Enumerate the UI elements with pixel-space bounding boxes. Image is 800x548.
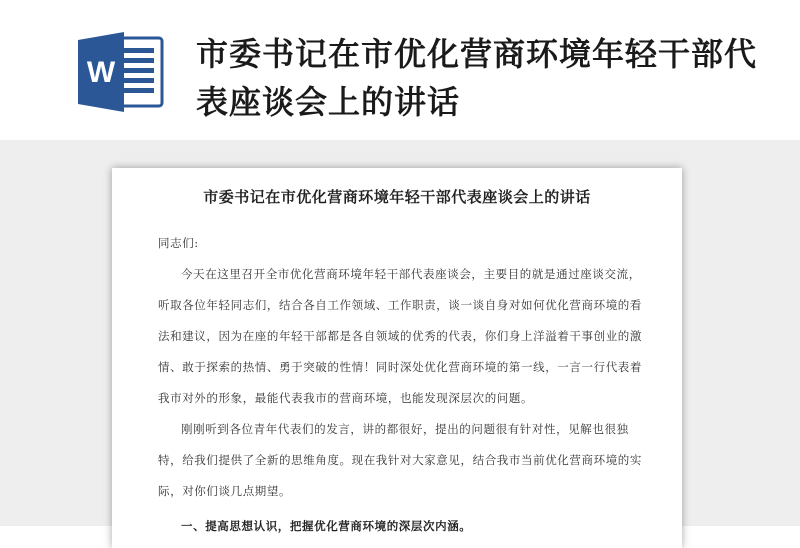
banner — [0, 0, 800, 140]
banner-title: 市委书记在市优化营商环境年轻干部代表座谈会上的讲话 — [196, 35, 758, 121]
document-page — [112, 168, 682, 548]
paragraph-2: 刚刚听到各位青年代表们的发言，讲的都很好，提出的问题很有针对性，见解也很独特，给我们提供了全新的思维角度。现在我针对大家意见，结合我市当前优化营商环境的实际，对你们谈几点期望。 — [158, 422, 642, 498]
word-icon-letter: W — [86, 56, 116, 89]
word-document-icon — [78, 32, 164, 112]
salutation: 同志们: — [158, 236, 199, 250]
section-heading-1: 一、提高思想认识，把握优化营商环境的深层次内涵。 — [181, 519, 472, 533]
paragraph-1: 今天在这里召开全市优化营商环境年轻干部代表座谈会，主要目的就是通过座谈交流，听取各位年轻同志们，结合各自工作领域、工作职责，谈一谈自身对如何优化营商环境的看法和建议，因为在座的年轻干部都是各自领域的优秀的代表，你们身上洋溢着干事创业的激情、敢于探索的热情、勇于突破的性情！同时深处优化营商环境的第一线，一言一行代表着我市对外的形象，最能代表我市的营商环境，也能发现深层次的问题。 — [158, 267, 642, 405]
document-title: 市委书记在市优化营商环境年轻干部代表座谈会上的讲话 — [203, 188, 591, 206]
document-body — [158, 228, 650, 542]
